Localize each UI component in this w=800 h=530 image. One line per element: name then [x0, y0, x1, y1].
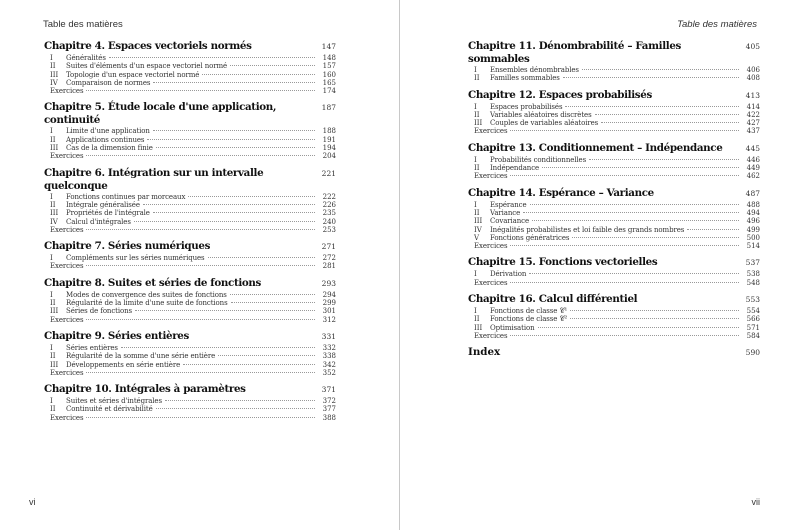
- toc-section[interactable]: [44, 79, 336, 87]
- section-title: Inégalités probabilistes et loi faible des grands nombres: [490, 225, 685, 234]
- section-number: I: [50, 343, 53, 352]
- section-page-number: 191: [322, 135, 336, 144]
- section-page-number: 312: [322, 315, 336, 324]
- section-number: II: [474, 315, 480, 324]
- section-page-number: 496: [746, 217, 760, 226]
- section-number: II: [474, 164, 480, 173]
- section-number: I: [50, 397, 53, 406]
- section-number: I: [474, 307, 477, 316]
- section-page-number: 281: [322, 262, 336, 271]
- chapter-page-number: 413: [745, 90, 760, 100]
- toc-section[interactable]: [468, 156, 760, 164]
- index-page-number: 590: [745, 348, 760, 358]
- toc-chapter: [44, 383, 336, 422]
- section-title: Indépendance: [490, 164, 540, 173]
- toc-exercises[interactable]: [468, 332, 760, 340]
- dot-leader: [595, 114, 739, 115]
- section-number: II: [50, 405, 56, 414]
- section-number: IV: [50, 78, 58, 87]
- section-number: I: [474, 155, 477, 164]
- toc-chapter: [44, 167, 336, 234]
- right-page: [400, 0, 800, 530]
- section-page-number: 204: [322, 152, 336, 161]
- toc-chapter: [44, 330, 336, 377]
- dot-leader: [156, 147, 315, 148]
- dot-leader: [542, 167, 739, 168]
- section-title: Exercices: [474, 127, 508, 136]
- section-number: I: [50, 192, 53, 201]
- section-page-number: 235: [322, 209, 336, 218]
- toc-chapter: [468, 40, 760, 83]
- section-page-number: 188: [322, 127, 336, 136]
- chapter-page-number: 553: [745, 295, 760, 305]
- toc-section[interactable]: [468, 315, 760, 323]
- toc-chapter: [468, 89, 760, 136]
- dot-leader: [86, 155, 315, 156]
- chapter-page-number: 537: [745, 258, 760, 268]
- dot-leader: [529, 273, 739, 274]
- section-title: Comparaison de normes: [66, 78, 151, 87]
- chapter-heading[interactable]: [44, 167, 336, 193]
- section-page-number: 437: [746, 127, 760, 136]
- toc-section[interactable]: [468, 234, 760, 242]
- toc-exercises[interactable]: [44, 87, 336, 95]
- section-page-number: 414: [746, 102, 760, 111]
- dot-leader: [153, 212, 315, 213]
- dot-leader: [86, 372, 315, 373]
- dot-leader: [538, 327, 740, 328]
- chapter-page-number: 405: [745, 42, 760, 51]
- chapter-heading[interactable]: [44, 240, 336, 254]
- dot-leader: [134, 221, 315, 222]
- toc-section[interactable]: [44, 218, 336, 226]
- section-page-number: 240: [322, 217, 336, 226]
- section-number: III: [50, 209, 59, 218]
- toc-exercises[interactable]: [44, 152, 336, 160]
- section-page-number: 422: [746, 110, 760, 119]
- section-title: Régularité de la somme d'une série entière: [66, 352, 216, 361]
- toc-exercises[interactable]: [468, 279, 760, 287]
- section-title: Suites d'éléments d'un espace vectoriel normé: [66, 62, 228, 71]
- dot-leader: [510, 282, 739, 283]
- section-number: I: [474, 270, 477, 279]
- dot-leader: [218, 355, 315, 356]
- table-of-contents: [44, 40, 336, 428]
- section-title: Ensembles dénombrables: [490, 66, 579, 74]
- section-page-number: 301: [322, 307, 336, 316]
- section-title: Exercices: [474, 172, 508, 181]
- section-title: Compléments sur les séries numériques: [66, 254, 205, 263]
- toc-section[interactable]: [44, 201, 336, 209]
- dot-leader: [153, 130, 315, 131]
- section-page-number: 514: [746, 242, 760, 251]
- section-page-number: 462: [746, 172, 760, 181]
- section-number: III: [474, 323, 483, 332]
- chapter-title: Chapitre 16. Calcul différentiel: [468, 293, 638, 306]
- chapter-heading[interactable]: [44, 40, 336, 54]
- section-title: Modes de convergence des suites de fonctions: [66, 290, 227, 299]
- section-number: III: [50, 144, 59, 153]
- section-title: Exercices: [50, 87, 84, 96]
- toc-section[interactable]: [44, 136, 336, 144]
- chapter-heading[interactable]: [468, 40, 760, 66]
- dot-leader: [510, 245, 739, 246]
- section-page-number: 157: [322, 62, 336, 71]
- section-number: II: [50, 62, 56, 71]
- toc-section[interactable]: [468, 119, 760, 127]
- section-title: Calcul d'intégrales: [66, 217, 131, 226]
- section-page-number: 148: [322, 54, 336, 62]
- chapter-title: Chapitre 4. Espaces vectoriels normés: [44, 40, 252, 52]
- dot-leader: [156, 408, 315, 409]
- chapter-title: Chapitre 9. Séries entières: [44, 329, 189, 342]
- section-title: Exercices: [50, 152, 84, 161]
- chapter-page-number: 445: [745, 143, 760, 153]
- dot-leader: [582, 69, 739, 70]
- toc-section[interactable]: [44, 405, 336, 413]
- toc-exercises[interactable]: [44, 262, 336, 270]
- section-title: Intégrale généralisée: [66, 200, 140, 209]
- dot-leader: [572, 237, 739, 238]
- section-number: IV: [474, 225, 482, 234]
- toc-section[interactable]: [44, 344, 336, 352]
- section-title: Fonctions de classe 𝒞¹: [490, 307, 568, 316]
- section-title: Fonctions continues par morceaux: [66, 192, 186, 201]
- dot-leader: [687, 229, 739, 230]
- section-number: I: [474, 66, 477, 74]
- section-page-number: 377: [322, 405, 336, 414]
- toc-section[interactable]: [468, 324, 760, 332]
- section-title: Exercices: [474, 278, 508, 287]
- dot-leader: [86, 265, 315, 266]
- section-number: III: [474, 119, 483, 128]
- toc-section[interactable]: [44, 144, 336, 152]
- section-page-number: 222: [322, 192, 336, 201]
- section-page-number: 427: [746, 119, 760, 128]
- section-title: Applications continues: [66, 135, 145, 144]
- section-title: Fonctions de classe 𝒞²: [490, 315, 568, 324]
- dot-leader: [530, 204, 739, 205]
- toc-exercises[interactable]: [468, 127, 760, 135]
- section-number: I: [50, 290, 53, 299]
- dot-leader: [208, 257, 315, 258]
- chapter-heading[interactable]: [468, 256, 760, 270]
- section-title: Continuité et dérivabilité: [66, 405, 153, 414]
- dot-leader: [523, 212, 739, 213]
- dot-leader: [109, 57, 315, 58]
- section-title: Exercices: [50, 225, 84, 234]
- chapter-page-number: 271: [321, 242, 336, 252]
- section-page-number: 299: [322, 299, 336, 308]
- page-number: vi: [29, 497, 36, 507]
- section-title: Exercices: [474, 331, 508, 340]
- toc-section[interactable]: [44, 291, 336, 299]
- section-title: Séries entières: [66, 343, 118, 352]
- table-of-contents: [468, 40, 760, 359]
- dot-leader: [601, 122, 739, 123]
- dot-leader: [86, 90, 315, 91]
- chapter-title: Chapitre 8. Suites et séries de fonctions: [44, 276, 262, 289]
- toc-chapter: [468, 142, 760, 181]
- section-page-number: 494: [746, 208, 760, 217]
- section-title: Espaces probabilisés: [490, 102, 563, 111]
- dot-leader: [570, 318, 739, 319]
- section-title: Régularité de la limite d'une suite de fonctions: [66, 299, 228, 308]
- section-page-number: 488: [746, 200, 760, 209]
- chapter-heading[interactable]: [44, 383, 336, 397]
- chapter-page-number: 147: [321, 42, 336, 51]
- section-title: Covariance: [490, 217, 530, 226]
- toc-chapter: [44, 240, 336, 271]
- section-number: II: [50, 352, 56, 361]
- section-title: Variables aléatoires discrètes: [490, 110, 592, 119]
- section-page-number: 584: [746, 331, 760, 340]
- section-title: Cas de la dimension finie: [66, 144, 153, 153]
- toc-section[interactable]: [468, 209, 760, 217]
- chapter-heading[interactable]: [468, 187, 760, 201]
- section-number: II: [50, 299, 56, 308]
- toc-section[interactable]: [44, 299, 336, 307]
- section-page-number: 272: [322, 254, 336, 263]
- chapter-title: Chapitre 13. Conditionnement – Indépendance: [468, 141, 723, 154]
- section-title: Exercices: [50, 315, 84, 324]
- section-title: Variance: [490, 208, 521, 217]
- section-page-number: 408: [746, 74, 760, 83]
- dot-leader: [147, 139, 315, 140]
- section-page-number: 194: [322, 144, 336, 153]
- section-title: Dérivation: [490, 270, 527, 279]
- chapter-heading[interactable]: [44, 101, 336, 127]
- dot-leader: [589, 159, 739, 160]
- section-number: V: [474, 233, 480, 242]
- toc-section[interactable]: [44, 352, 336, 360]
- section-title: Optimisation: [490, 323, 535, 332]
- dot-leader: [86, 417, 315, 418]
- section-title: Fonctions génératrices: [490, 233, 570, 242]
- section-page-number: 338: [322, 352, 336, 361]
- chapter-heading[interactable]: [468, 293, 760, 307]
- toc-exercises[interactable]: [44, 414, 336, 422]
- section-page-number: 174: [322, 87, 336, 96]
- index-title: Index: [468, 346, 501, 359]
- section-page-number: 500: [746, 233, 760, 242]
- section-number: III: [50, 307, 59, 316]
- section-title: Exercices: [50, 413, 84, 422]
- section-page-number: 372: [322, 397, 336, 406]
- chapter-heading[interactable]: [44, 330, 336, 344]
- running-head: Table des matières: [43, 19, 123, 30]
- dot-leader: [165, 400, 315, 401]
- dot-leader: [183, 364, 315, 365]
- dot-leader: [532, 220, 739, 221]
- section-number: II: [474, 208, 480, 217]
- section-title: Familles sommables: [490, 74, 560, 83]
- chapter-title: Chapitre 5. Étude locale d'une application, continuité: [44, 101, 277, 127]
- toc-section[interactable]: [44, 307, 336, 315]
- section-title: Topologie d'un espace vectoriel normé: [66, 70, 200, 79]
- chapter-title: Chapitre 12. Espaces probabilisés: [468, 88, 652, 101]
- toc-section[interactable]: [468, 201, 760, 209]
- section-number: II: [50, 135, 56, 144]
- section-title: Suites et séries d'intégrales: [66, 397, 162, 406]
- section-title: Développements en série entière: [66, 360, 181, 369]
- chapter-page-number: 187: [321, 103, 336, 113]
- dot-leader: [230, 294, 315, 295]
- section-page-number: 342: [322, 360, 336, 369]
- chapter-page-number: 293: [321, 278, 336, 288]
- chapter-title: Chapitre 10. Intégrales à paramètres: [44, 383, 246, 396]
- section-title: Exercices: [50, 368, 84, 377]
- chapter-page-number: 331: [321, 331, 336, 341]
- dot-leader: [188, 196, 315, 197]
- chapter-title: Chapitre 7. Séries numériques: [44, 240, 211, 253]
- section-page-number: 554: [746, 307, 760, 316]
- section-number: I: [50, 127, 53, 136]
- toc-chapter: [468, 293, 760, 340]
- dot-leader: [510, 335, 739, 336]
- section-number: I: [474, 200, 477, 209]
- section-page-number: 253: [322, 225, 336, 234]
- section-page-number: 449: [746, 164, 760, 173]
- section-page-number: 406: [746, 66, 760, 74]
- toc-chapter: [44, 277, 336, 324]
- section-number: I: [474, 102, 477, 111]
- chapter-page-number: 221: [321, 168, 336, 178]
- toc-section[interactable]: [468, 270, 760, 278]
- section-page-number: 332: [322, 343, 336, 352]
- dot-leader: [86, 229, 315, 230]
- toc-section[interactable]: [44, 361, 336, 369]
- dot-leader: [565, 106, 739, 107]
- toc-exercises[interactable]: [468, 172, 760, 180]
- section-page-number: 499: [746, 225, 760, 234]
- toc-exercises[interactable]: [44, 316, 336, 324]
- section-page-number: 446: [746, 155, 760, 164]
- section-title: Limite d'une application: [66, 127, 150, 136]
- chapter-heading[interactable]: [468, 89, 760, 103]
- section-number: IV: [50, 217, 58, 226]
- section-page-number: 294: [322, 290, 336, 299]
- dot-leader: [202, 74, 315, 75]
- toc-section[interactable]: [468, 164, 760, 172]
- toc-chapter: [468, 187, 760, 251]
- page-number: vii: [751, 497, 760, 507]
- toc-section[interactable]: [468, 103, 760, 111]
- toc-section[interactable]: [44, 209, 336, 217]
- chapter-title: Chapitre 15. Fonctions vectorielles: [468, 256, 658, 269]
- section-page-number: 160: [322, 70, 336, 79]
- section-title: Probabilités conditionnelles: [490, 155, 587, 164]
- chapter-page-number: 487: [745, 188, 760, 198]
- section-page-number: 165: [322, 78, 336, 87]
- index-heading[interactable]: [468, 346, 760, 359]
- section-title: Couples de variables aléatoires: [490, 119, 599, 128]
- dot-leader: [153, 82, 315, 83]
- dot-leader: [135, 310, 315, 311]
- toc-section[interactable]: [44, 193, 336, 201]
- toc-section[interactable]: [44, 397, 336, 405]
- section-number: I: [50, 54, 53, 62]
- dot-leader: [231, 302, 315, 303]
- dot-leader: [563, 77, 739, 78]
- chapter-title: Chapitre 11. Dénombrabilité – Familles sommables: [468, 40, 681, 65]
- section-title: Propriétés de l'intégrale: [66, 209, 150, 218]
- toc-chapter: [44, 101, 336, 160]
- dot-leader: [230, 65, 315, 66]
- section-title: Généralités: [66, 54, 106, 62]
- section-number: II: [474, 74, 480, 83]
- toc-section[interactable]: [468, 66, 760, 74]
- section-page-number: 538: [746, 270, 760, 279]
- section-page-number: 548: [746, 278, 760, 287]
- toc-section[interactable]: [468, 307, 760, 315]
- toc-exercises[interactable]: [468, 242, 760, 250]
- chapter-heading[interactable]: [468, 142, 760, 156]
- toc-section[interactable]: [44, 127, 336, 135]
- section-title: Espérance: [490, 200, 527, 209]
- section-title: Exercices: [50, 262, 84, 271]
- dot-leader: [121, 347, 315, 348]
- toc-section[interactable]: [468, 217, 760, 225]
- section-page-number: 352: [322, 368, 336, 377]
- toc-section[interactable]: [468, 74, 760, 82]
- section-number: II: [50, 200, 56, 209]
- toc-section[interactable]: [468, 226, 760, 234]
- section-page-number: 566: [746, 315, 760, 324]
- chapter-title: Chapitre 6. Intégration sur un intervalle quelconque: [44, 166, 264, 192]
- toc-chapter: [468, 256, 760, 287]
- toc-chapter: [44, 40, 336, 95]
- toc-section[interactable]: [44, 254, 336, 262]
- dot-leader: [570, 310, 739, 311]
- toc-section[interactable]: [44, 54, 336, 62]
- dot-leader: [143, 204, 315, 205]
- dot-leader: [510, 130, 739, 131]
- section-number: III: [50, 70, 59, 79]
- section-page-number: 571: [746, 323, 760, 332]
- section-number: III: [50, 360, 59, 369]
- toc-section[interactable]: [468, 111, 760, 119]
- chapter-heading[interactable]: [44, 277, 336, 291]
- toc-section[interactable]: [44, 71, 336, 79]
- dot-leader: [86, 319, 315, 320]
- toc-section[interactable]: [44, 62, 336, 70]
- section-number: II: [474, 110, 480, 119]
- toc-exercises[interactable]: [44, 226, 336, 234]
- running-head: Table des matières: [677, 19, 757, 30]
- chapter-title: Chapitre 14. Espérance – Variance: [468, 186, 654, 199]
- section-number: III: [474, 217, 483, 226]
- toc-exercises[interactable]: [44, 369, 336, 377]
- section-page-number: 388: [322, 413, 336, 422]
- section-title: Exercices: [474, 242, 508, 251]
- chapter-page-number: 371: [321, 385, 336, 395]
- dot-leader: [510, 175, 739, 176]
- section-number: I: [50, 254, 53, 263]
- section-title: Séries de fonctions: [66, 307, 133, 316]
- section-page-number: 226: [322, 200, 336, 209]
